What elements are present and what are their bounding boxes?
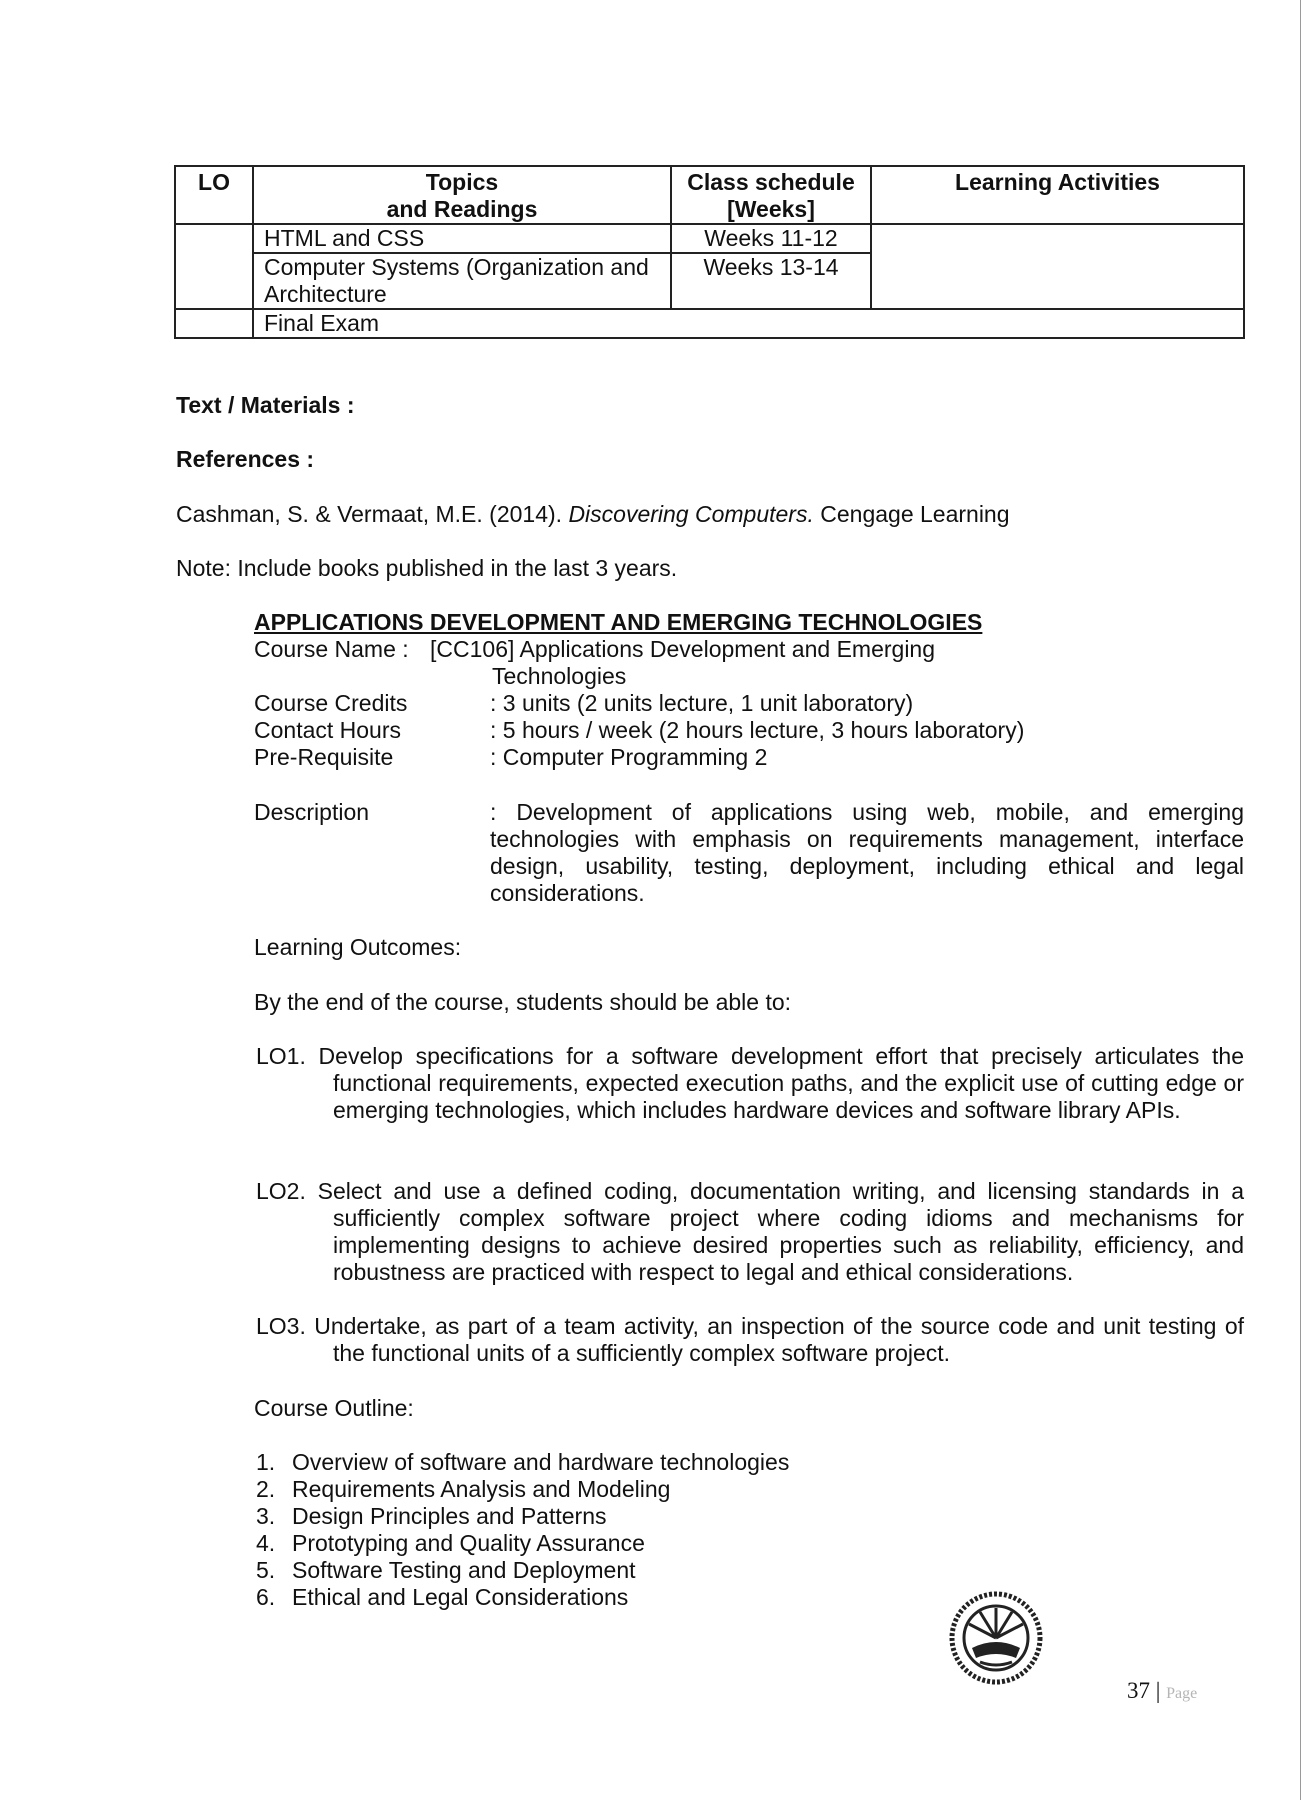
list-item: 3. Design Principles and Patterns <box>256 1503 607 1529</box>
list-item: 1. Overview of software and hardware technologies <box>256 1449 790 1475</box>
list-item: 4. Prototyping and Quality Assurance <box>256 1530 645 1556</box>
prerequisite-label: Pre-Requisite <box>254 744 394 770</box>
weeks-cell: Weeks 11-12 <box>671 224 871 253</box>
page-number-value: 37 <box>1127 1678 1150 1703</box>
course-name-value-line2: Technologies <box>492 663 627 689</box>
table-header-row <box>175 166 1244 224</box>
learning-outcomes-label: Learning Outcomes: <box>254 934 462 960</box>
lo-cell <box>175 309 253 338</box>
course-outline-list <box>256 1449 789 1611</box>
course-outline-label: Course Outline: <box>254 1395 414 1421</box>
course-credits-label: Course Credits <box>254 690 408 716</box>
course-name-value-line1: [CC106] Applications Development and Emerging <box>430 636 936 662</box>
reference-publisher: Cengage Learning <box>813 501 1010 527</box>
header-schedule-line1: Class schedule <box>687 169 855 195</box>
reference-title: Discovering Computers. <box>568 501 814 527</box>
page-word: Page <box>1166 1685 1198 1702</box>
prerequisite-value: : Computer Programming 2 <box>490 744 768 770</box>
topic-cell: Final Exam <box>253 309 1244 338</box>
course-name-label: Course Name : <box>254 636 409 662</box>
course-credits-row <box>254 690 1244 717</box>
activities-cell <box>871 224 1244 309</box>
outcome-lo2: LO2. Select and use a defined coding, documentation writing, and licensing standards in a sufficiently complex software project where coding idioms and mechanisms for implementing designs to achieve desired properties such as reliability, efficiency, and robustness are practiced with respect to legal and ethical considerations. <box>256 1178 1244 1285</box>
header-schedule <box>671 166 871 224</box>
schedule-table <box>174 165 1245 339</box>
page-edge-line <box>1300 0 1301 1800</box>
lo-cell <box>175 224 253 309</box>
list-item: 2. Requirements Analysis and Modeling <box>256 1476 671 1502</box>
header-lo: LO <box>175 166 253 224</box>
topic-cell: Computer Systems (Organization and Architecture <box>253 253 671 309</box>
references-label: References : <box>176 446 315 472</box>
course-credits-value: : 3 units (2 units lecture, 1 unit laboratory) <box>490 690 914 716</box>
header-topics <box>253 166 671 224</box>
ched-seal-icon <box>946 1588 1046 1688</box>
contact-hours-row <box>254 717 1244 744</box>
header-topics-line1: Topics <box>425 169 499 195</box>
note-text: Note: Include books published in the last 3 years. <box>176 555 678 581</box>
contact-hours-label: Contact Hours <box>254 717 402 743</box>
description-label: Description <box>254 799 370 825</box>
outcome-lo1: LO1. Develop specifications for a software development effort that precisely articulates the functional requirements, expected execution paths, and the explicit use of cutting edge or emerging technologies, which includes hardware devices and software library APIs. <box>256 1043 1244 1123</box>
list-item: 5. Software Testing and Deployment <box>256 1557 636 1583</box>
header-schedule-line2: [Weeks] <box>727 196 815 222</box>
outcomes-intro: By the end of the course, students should be able to: <box>254 989 792 1015</box>
page-number: 37 | Page <box>1127 1678 1198 1703</box>
header-activities: Learning Activities <box>871 166 1244 224</box>
text-materials-label: Text / Materials : <box>176 392 355 418</box>
contact-hours-value: : 5 hours / week (2 hours lecture, 3 hours laboratory) <box>490 717 1025 743</box>
reference-entry <box>176 501 1010 528</box>
list-item: 6. Ethical and Legal Considerations <box>256 1584 629 1610</box>
outcome-lo3: LO3. Undertake, as part of a team activity, an inspection of the source code and unit testing of the functional units of a sufficiently complex software project. <box>256 1313 1244 1366</box>
table-row <box>175 224 1244 253</box>
reference-authors: Cashman, S. & Vermaat, M.E. (2014). <box>176 501 569 527</box>
topic-cell: HTML and CSS <box>253 224 671 253</box>
course-name-row <box>254 636 1244 690</box>
header-topics-line2: and Readings <box>386 196 538 222</box>
weeks-cell: Weeks 13-14 <box>671 253 871 309</box>
course-heading: APPLICATIONS DEVELOPMENT AND EMERGING TECHNOLOGIES <box>254 609 983 635</box>
table-row <box>175 309 1244 338</box>
description-value: : Development of applications using web, mobile, and emerging technologies with emphasis on requirements management, interface design, usability, testing, deployment, including ethical and legal considerations. <box>490 799 1244 906</box>
prerequisite-row <box>254 744 1244 771</box>
